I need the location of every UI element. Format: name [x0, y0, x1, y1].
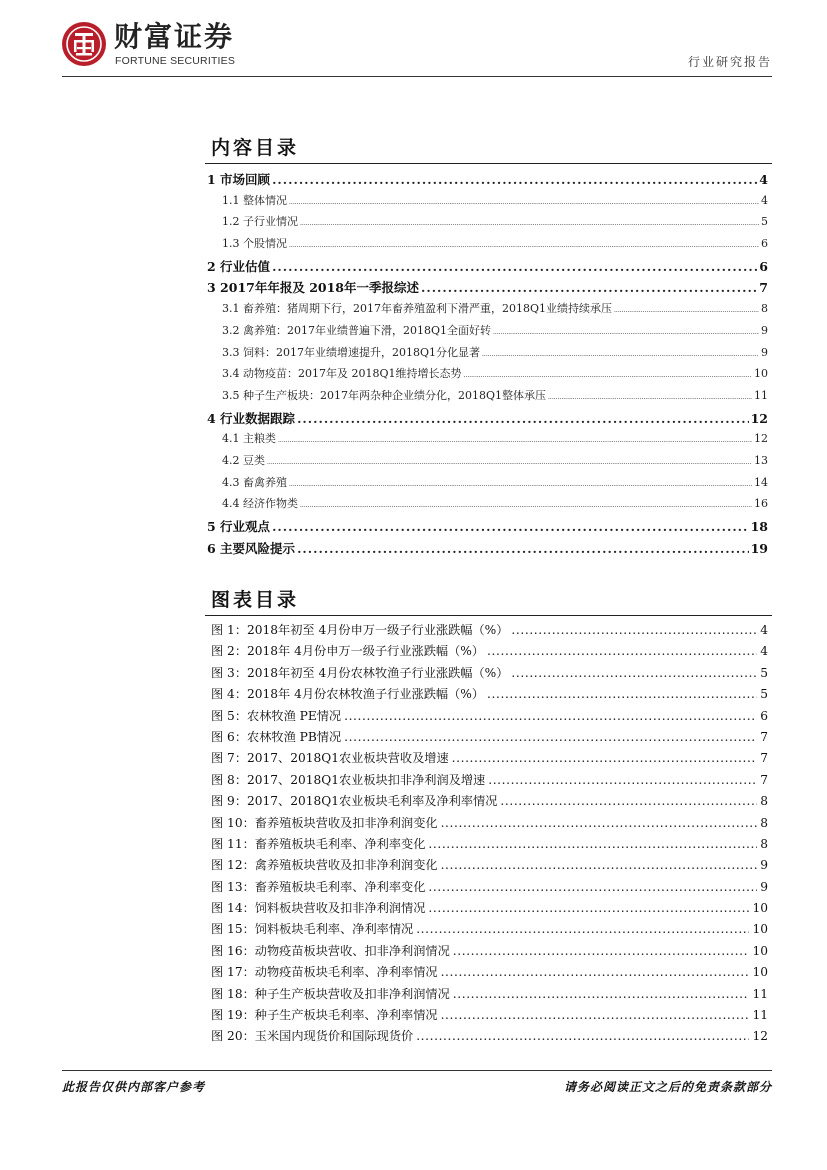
figure-entry[interactable]: 图 5：农林牧渔 PE情况 ..... 6 [211, 707, 768, 728]
toc-entry[interactable]: 3.3 饲料：2017年业绩增速提升，2018Q1分化显著 ..... 9 [205, 344, 768, 366]
brand-name-cn: 财富证券 [114, 20, 235, 53]
toc-entry[interactable]: 2 行业估值 ..... 6 [205, 257, 768, 279]
toc-entry[interactable]: 3.1 畜养殖：猪周期下行，2017年畜养殖盈利下滑严重，2018Q1业绩持续承压 ..... 8 [205, 300, 768, 322]
toc-entry[interactable]: 1.3 个股情况 ..... 6 [205, 235, 768, 257]
report-type-label: 行业研究报告 [687, 55, 772, 69]
page-header [62, 18, 772, 74]
toc-entry[interactable]: 4.2 豆类 ..... 13 [205, 452, 768, 474]
figure-entry[interactable]: 图 6：农林牧渔 PB情况 ..... 7 [211, 728, 768, 749]
figure-entry[interactable]: 图 20：玉米国内现货价和国际现货价 ..... 12 [211, 1027, 768, 1048]
toc-entry[interactable]: 3.4 动物疫苗：2017年及 2018Q1维持增长态势 ..... 10 [205, 365, 768, 387]
toc-entry[interactable]: 4.4 经济作物类 ..... 16 [205, 495, 768, 517]
toc-entry[interactable]: 5 行业观点 ..... 18 [205, 517, 768, 539]
toc-entry[interactable]: 3 2017年年报及 2018年一季报综述 ..... 7 [205, 278, 768, 300]
toc-entry[interactable]: 1.1 整体情况 ..... 4 [205, 192, 768, 214]
toc-entry[interactable]: 1.2 子行业情况 ..... 5 [205, 213, 768, 235]
figure-entry[interactable]: 图 12：禽养殖板块营收及扣非净利润变化 ..... 9 [211, 856, 768, 877]
figure-entry[interactable]: 图 2：2018年 4月份申万一级子行业涨跌幅（%） ..... 4 [211, 642, 768, 663]
figure-entry[interactable]: 图 11：畜养殖板块毛利率、净利率变化 ..... 8 [211, 835, 768, 856]
toc-list [205, 170, 768, 560]
brand-name-en: FORTUNE SECURITIES [115, 55, 236, 67]
toc-entry[interactable]: 4.1 主粮类 ..... 12 [205, 430, 768, 452]
figure-entry[interactable]: 图 9：2017、2018Q1农业板块毛利率及净利率情况 ..... 8 [211, 792, 768, 813]
header-divider [62, 76, 772, 77]
figure-entry[interactable]: 图 15：饲料板块毛利率、净利率情况 ..... 10 [211, 920, 768, 941]
toc-entry[interactable]: 6 主要风险提示 ..... 19 [205, 539, 768, 561]
figure-entry[interactable]: 图 7：2017、2018Q1农业板块营收及增速 ..... 7 [211, 749, 768, 770]
toc-entry[interactable]: 3.2 禽养殖：2017年业绩普遍下滑，2018Q1全面好转 ..... 9 [205, 322, 768, 344]
footer-divider [62, 1070, 772, 1071]
figures-title-divider [205, 615, 772, 616]
toc-entry[interactable]: 3.5 种子生产板块：2017年两杂种企业绩分化，2018Q1整体承压 ..... 11 [205, 387, 768, 409]
figure-entry[interactable]: 图 8：2017、2018Q1农业板块扣非净利润及增速 ..... 7 [211, 771, 768, 792]
toc-entry[interactable]: 4 行业数据跟踪 ..... 12 [205, 409, 768, 431]
figure-entry[interactable]: 图 13：畜养殖板块毛利率、净利率变化 ..... 9 [211, 878, 768, 899]
figure-entry[interactable]: 图 4：2018年 4月份农林牧渔子行业涨跌幅（%） ..... 5 [211, 685, 768, 706]
figure-entry[interactable]: 图 10：畜养殖板块营收及扣非净利润变化 ..... 8 [211, 814, 768, 835]
toc-entry[interactable]: 1 市场回顾 ..... 4 [205, 170, 768, 192]
figure-entry[interactable]: 图 16：动物疫苗板块营收、扣非净利润情况 ..... 10 [211, 942, 768, 963]
footer-disclaimer-right: 请务必阅读正文之后的免责条款部分 [563, 1080, 772, 1094]
figures-list [211, 621, 768, 1049]
figures-title: 图表目录 [211, 589, 300, 611]
toc-title-divider [205, 163, 772, 164]
figure-entry[interactable]: 图 17：动物疫苗板块毛利率、净利率情况 ..... 10 [211, 963, 768, 984]
figure-entry[interactable]: 图 3：2018年初至 4月份农林牧渔子行业涨跌幅（%） ..... 5 [211, 664, 768, 685]
toc-title: 内容目录 [211, 137, 300, 159]
fortune-seal-logo-icon [62, 22, 106, 66]
figure-entry[interactable]: 图 18：种子生产板块营收及扣非净利润情况 ..... 11 [211, 985, 768, 1006]
toc-entry[interactable]: 4.3 畜禽养殖 ..... 14 [205, 474, 768, 496]
figure-entry[interactable]: 图 19：种子生产板块毛利率、净利率情况 ..... 11 [211, 1006, 768, 1027]
figure-entry[interactable]: 图 14：饲料板块营收及扣非净利润情况 ..... 10 [211, 899, 768, 920]
figure-entry[interactable]: 图 1：2018年初至 4月份申万一级子行业涨跌幅（%） ..... 4 [211, 621, 768, 642]
footer-disclaimer-left: 此报告仅供内部客户参考 [62, 1080, 206, 1094]
